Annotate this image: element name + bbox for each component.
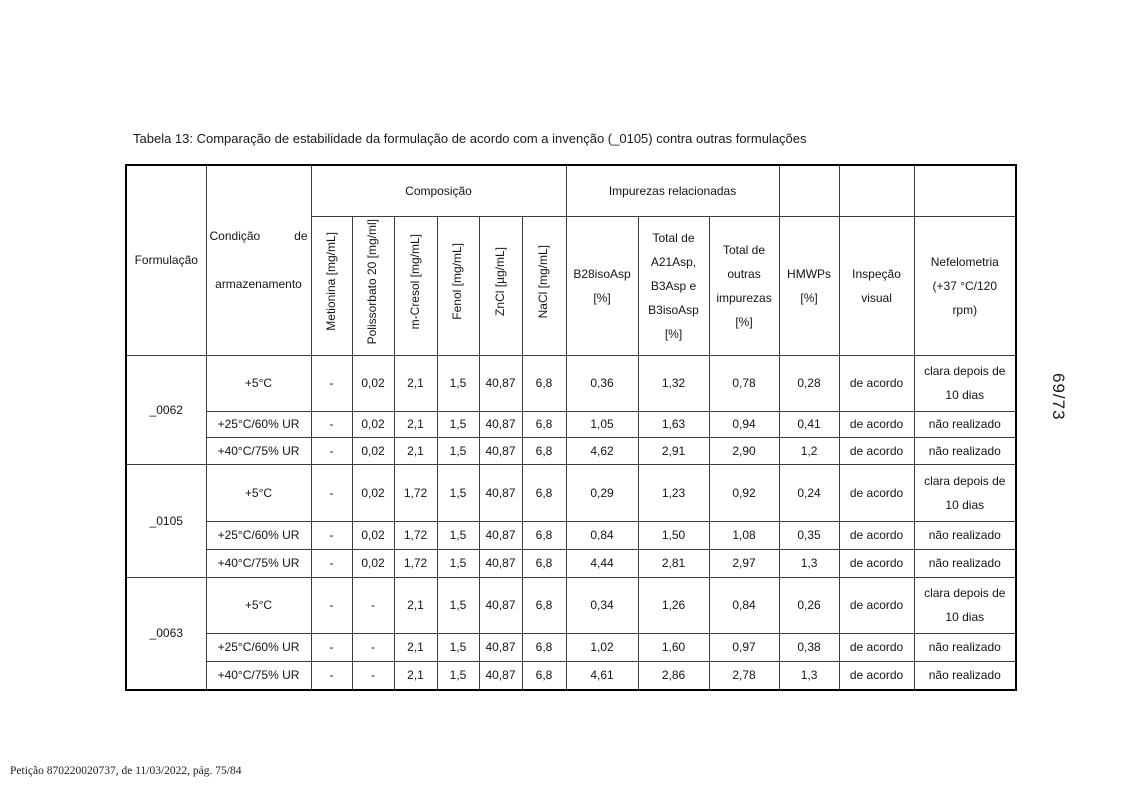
value-cell: 1,72 xyxy=(394,549,437,577)
value-cell: 0,35 xyxy=(779,521,839,549)
value-cell: 0,92 xyxy=(709,464,779,521)
header-cell-total-outras: Total de outras impurezas [%] xyxy=(709,216,779,355)
value-cell: 40,87 xyxy=(479,577,522,633)
condition-cell: +40°C/75% UR xyxy=(206,549,311,577)
value-cell: clara depois de 10 dias xyxy=(914,577,1016,633)
formulation-cell: _0105 xyxy=(126,464,206,577)
petition-footer: Petição 870220020737, de 11/03/2022, pág. 75/84 xyxy=(10,765,242,777)
value-cell: 1,5 xyxy=(437,437,479,464)
value-cell: clara depois de 10 dias xyxy=(914,464,1016,521)
header-cell-total-a21: Total de A21Asp, B3Asp e B3isoAsp [%] xyxy=(638,216,709,355)
condicao-word1: Condição xyxy=(209,229,261,244)
value-cell: 2,1 xyxy=(394,633,437,661)
table-row xyxy=(126,661,1016,690)
value-cell: 40,87 xyxy=(479,355,522,411)
value-cell: - xyxy=(311,355,352,411)
stability-table xyxy=(125,164,1017,691)
value-cell: 2,1 xyxy=(394,437,437,464)
header-cell-hmwps: HMWPs [%] xyxy=(779,216,839,355)
value-cell: não realizado xyxy=(914,549,1016,577)
header-cell-condicao xyxy=(206,165,311,355)
condition-cell: +25°C/60% UR xyxy=(206,521,311,549)
rotated-label: m-Cresol [mg/mL] xyxy=(407,233,422,330)
value-cell: 6,8 xyxy=(522,521,566,549)
value-cell: 1,3 xyxy=(779,661,839,690)
condicao-line2: armazenamento xyxy=(215,277,302,292)
header-cell-formulacao: Formulação xyxy=(126,165,206,355)
value-cell: 40,87 xyxy=(479,633,522,661)
value-cell: 2,90 xyxy=(709,437,779,464)
table-row xyxy=(126,633,1016,661)
condition-cell: +40°C/75% UR xyxy=(206,661,311,690)
value-cell: 0,94 xyxy=(709,411,779,437)
value-cell: 0,84 xyxy=(709,577,779,633)
value-cell: 6,8 xyxy=(522,355,566,411)
value-cell: de acordo xyxy=(839,549,914,577)
value-cell: 2,78 xyxy=(709,661,779,690)
value-cell: de acordo xyxy=(839,437,914,464)
value-cell: 6,8 xyxy=(522,437,566,464)
value-cell: 6,8 xyxy=(522,411,566,437)
value-cell: clara depois de 10 dias xyxy=(914,355,1016,411)
value-cell: 0,78 xyxy=(709,355,779,411)
table-header-row xyxy=(126,165,1016,216)
value-cell: 1,08 xyxy=(709,521,779,549)
value-cell: 40,87 xyxy=(479,411,522,437)
value-cell: 0,84 xyxy=(566,521,638,549)
value-cell: 0,41 xyxy=(779,411,839,437)
value-cell: 2,91 xyxy=(638,437,709,464)
value-cell: 0,97 xyxy=(709,633,779,661)
value-cell: 1,5 xyxy=(437,577,479,633)
condition-cell: +25°C/60% UR xyxy=(206,633,311,661)
condicao-word2: de xyxy=(294,229,308,244)
value-cell: de acordo xyxy=(839,521,914,549)
value-cell: de acordo xyxy=(839,633,914,661)
value-cell: - xyxy=(311,464,352,521)
value-cell: 0,29 xyxy=(566,464,638,521)
formulation-cell: _0063 xyxy=(126,577,206,690)
sheet-page-number: 69/73 xyxy=(1049,373,1068,421)
value-cell: 0,24 xyxy=(779,464,839,521)
table-row xyxy=(126,355,1016,411)
value-cell: - xyxy=(352,577,394,633)
value-cell: 0,02 xyxy=(352,521,394,549)
header-cell-mcresol xyxy=(394,216,437,355)
rotated-label: ZnCl [µg/mL] xyxy=(492,247,507,316)
value-cell: 0,38 xyxy=(779,633,839,661)
condition-cell: +5°C xyxy=(206,577,311,633)
value-cell: 0,26 xyxy=(779,577,839,633)
value-cell: 1,5 xyxy=(437,521,479,549)
value-cell: - xyxy=(352,633,394,661)
table-row xyxy=(126,437,1016,464)
rotated-label: NaCl [mg/mL] xyxy=(536,244,551,319)
value-cell: 1,5 xyxy=(437,464,479,521)
header-cell-nefelometria: Nefelometria (+37 °C/120 rpm) xyxy=(914,216,1016,355)
condition-cell: +25°C/60% UR xyxy=(206,411,311,437)
table-row xyxy=(126,411,1016,437)
value-cell: não realizado xyxy=(914,661,1016,690)
condition-cell: +5°C xyxy=(206,464,311,521)
value-cell: 1,63 xyxy=(638,411,709,437)
value-cell: 2,97 xyxy=(709,549,779,577)
header-cell-zncl xyxy=(479,216,522,355)
rotated-label: Polissorbato 20 [mg/ml] xyxy=(365,218,380,345)
value-cell: 0,02 xyxy=(352,355,394,411)
value-cell: não realizado xyxy=(914,437,1016,464)
value-cell: 1,26 xyxy=(638,577,709,633)
value-cell: de acordo xyxy=(839,411,914,437)
value-cell: - xyxy=(311,633,352,661)
value-cell: 0,36 xyxy=(566,355,638,411)
value-cell: 1,60 xyxy=(638,633,709,661)
value-cell: 1,5 xyxy=(437,633,479,661)
value-cell: de acordo xyxy=(839,661,914,690)
value-cell: - xyxy=(311,661,352,690)
value-cell: de acordo xyxy=(839,464,914,521)
value-cell: 2,1 xyxy=(394,411,437,437)
value-cell: 6,8 xyxy=(522,464,566,521)
header-spacer-cell xyxy=(839,165,914,216)
value-cell: 1,72 xyxy=(394,521,437,549)
header-cell-nacl xyxy=(522,216,566,355)
value-cell: 6,8 xyxy=(522,661,566,690)
value-cell: não realizado xyxy=(914,633,1016,661)
value-cell: 1,5 xyxy=(437,355,479,411)
header-cell-metionina xyxy=(311,216,352,355)
value-cell: 1,5 xyxy=(437,549,479,577)
value-cell: 40,87 xyxy=(479,437,522,464)
rotated-label: Fenol [mg/mL] xyxy=(450,243,465,320)
value-cell: 0,34 xyxy=(566,577,638,633)
value-cell: 0,02 xyxy=(352,464,394,521)
formulation-cell: _0062 xyxy=(126,355,206,464)
value-cell: 2,1 xyxy=(394,661,437,690)
value-cell: de acordo xyxy=(839,355,914,411)
value-cell: 0,28 xyxy=(779,355,839,411)
value-cell: 40,87 xyxy=(479,549,522,577)
value-cell: 40,87 xyxy=(479,521,522,549)
header-cell-composicao: Composição xyxy=(311,165,566,216)
value-cell: - xyxy=(311,577,352,633)
rotated-label: Metionina [mg/mL] xyxy=(323,232,338,331)
value-cell: - xyxy=(311,411,352,437)
value-cell: 1,02 xyxy=(566,633,638,661)
value-cell: 2,81 xyxy=(638,549,709,577)
value-cell: 1,72 xyxy=(394,464,437,521)
value-cell: 1,5 xyxy=(437,411,479,437)
condition-cell: +40°C/75% UR xyxy=(206,437,311,464)
value-cell: 1,2 xyxy=(779,437,839,464)
table-caption: Tabela 13: Comparação de estabilidade da formulação de acordo com a invenção (_0105) contra outras formulações xyxy=(133,131,807,146)
value-cell: 2,1 xyxy=(394,355,437,411)
value-cell: 4,62 xyxy=(566,437,638,464)
header-spacer-cell xyxy=(779,165,839,216)
value-cell: 6,8 xyxy=(522,549,566,577)
header-cell-fenol xyxy=(437,216,479,355)
value-cell: 40,87 xyxy=(479,464,522,521)
header-cell-impurezas: Impurezas relacionadas xyxy=(566,165,779,216)
value-cell: 2,1 xyxy=(394,577,437,633)
value-cell: - xyxy=(311,549,352,577)
value-cell: 1,3 xyxy=(779,549,839,577)
table-row xyxy=(126,577,1016,633)
table-row xyxy=(126,521,1016,549)
value-cell: não realizado xyxy=(914,411,1016,437)
value-cell: 2,86 xyxy=(638,661,709,690)
value-cell: 6,8 xyxy=(522,577,566,633)
condition-cell: +5°C xyxy=(206,355,311,411)
value-cell: 6,8 xyxy=(522,633,566,661)
value-cell: 1,5 xyxy=(437,661,479,690)
value-cell: 1,23 xyxy=(638,464,709,521)
header-spacer-cell xyxy=(914,165,1016,216)
value-cell: 1,05 xyxy=(566,411,638,437)
value-cell: 40,87 xyxy=(479,661,522,690)
header-cell-b28isoasp: B28isoAsp [%] xyxy=(566,216,638,355)
header-cell-polissorbato xyxy=(352,216,394,355)
value-cell: 0,02 xyxy=(352,437,394,464)
header-cell-inspecao: Inspeção visual xyxy=(839,216,914,355)
value-cell: 0,02 xyxy=(352,549,394,577)
value-cell: 1,32 xyxy=(638,355,709,411)
value-cell: 4,44 xyxy=(566,549,638,577)
value-cell: 1,50 xyxy=(638,521,709,549)
table-row xyxy=(126,549,1016,577)
value-cell: - xyxy=(311,521,352,549)
table-row xyxy=(126,464,1016,521)
value-cell: 0,02 xyxy=(352,411,394,437)
value-cell: não realizado xyxy=(914,521,1016,549)
value-cell: - xyxy=(352,661,394,690)
value-cell: 4,61 xyxy=(566,661,638,690)
condicao-line1 xyxy=(210,224,308,248)
value-cell: - xyxy=(311,437,352,464)
value-cell: de acordo xyxy=(839,577,914,633)
